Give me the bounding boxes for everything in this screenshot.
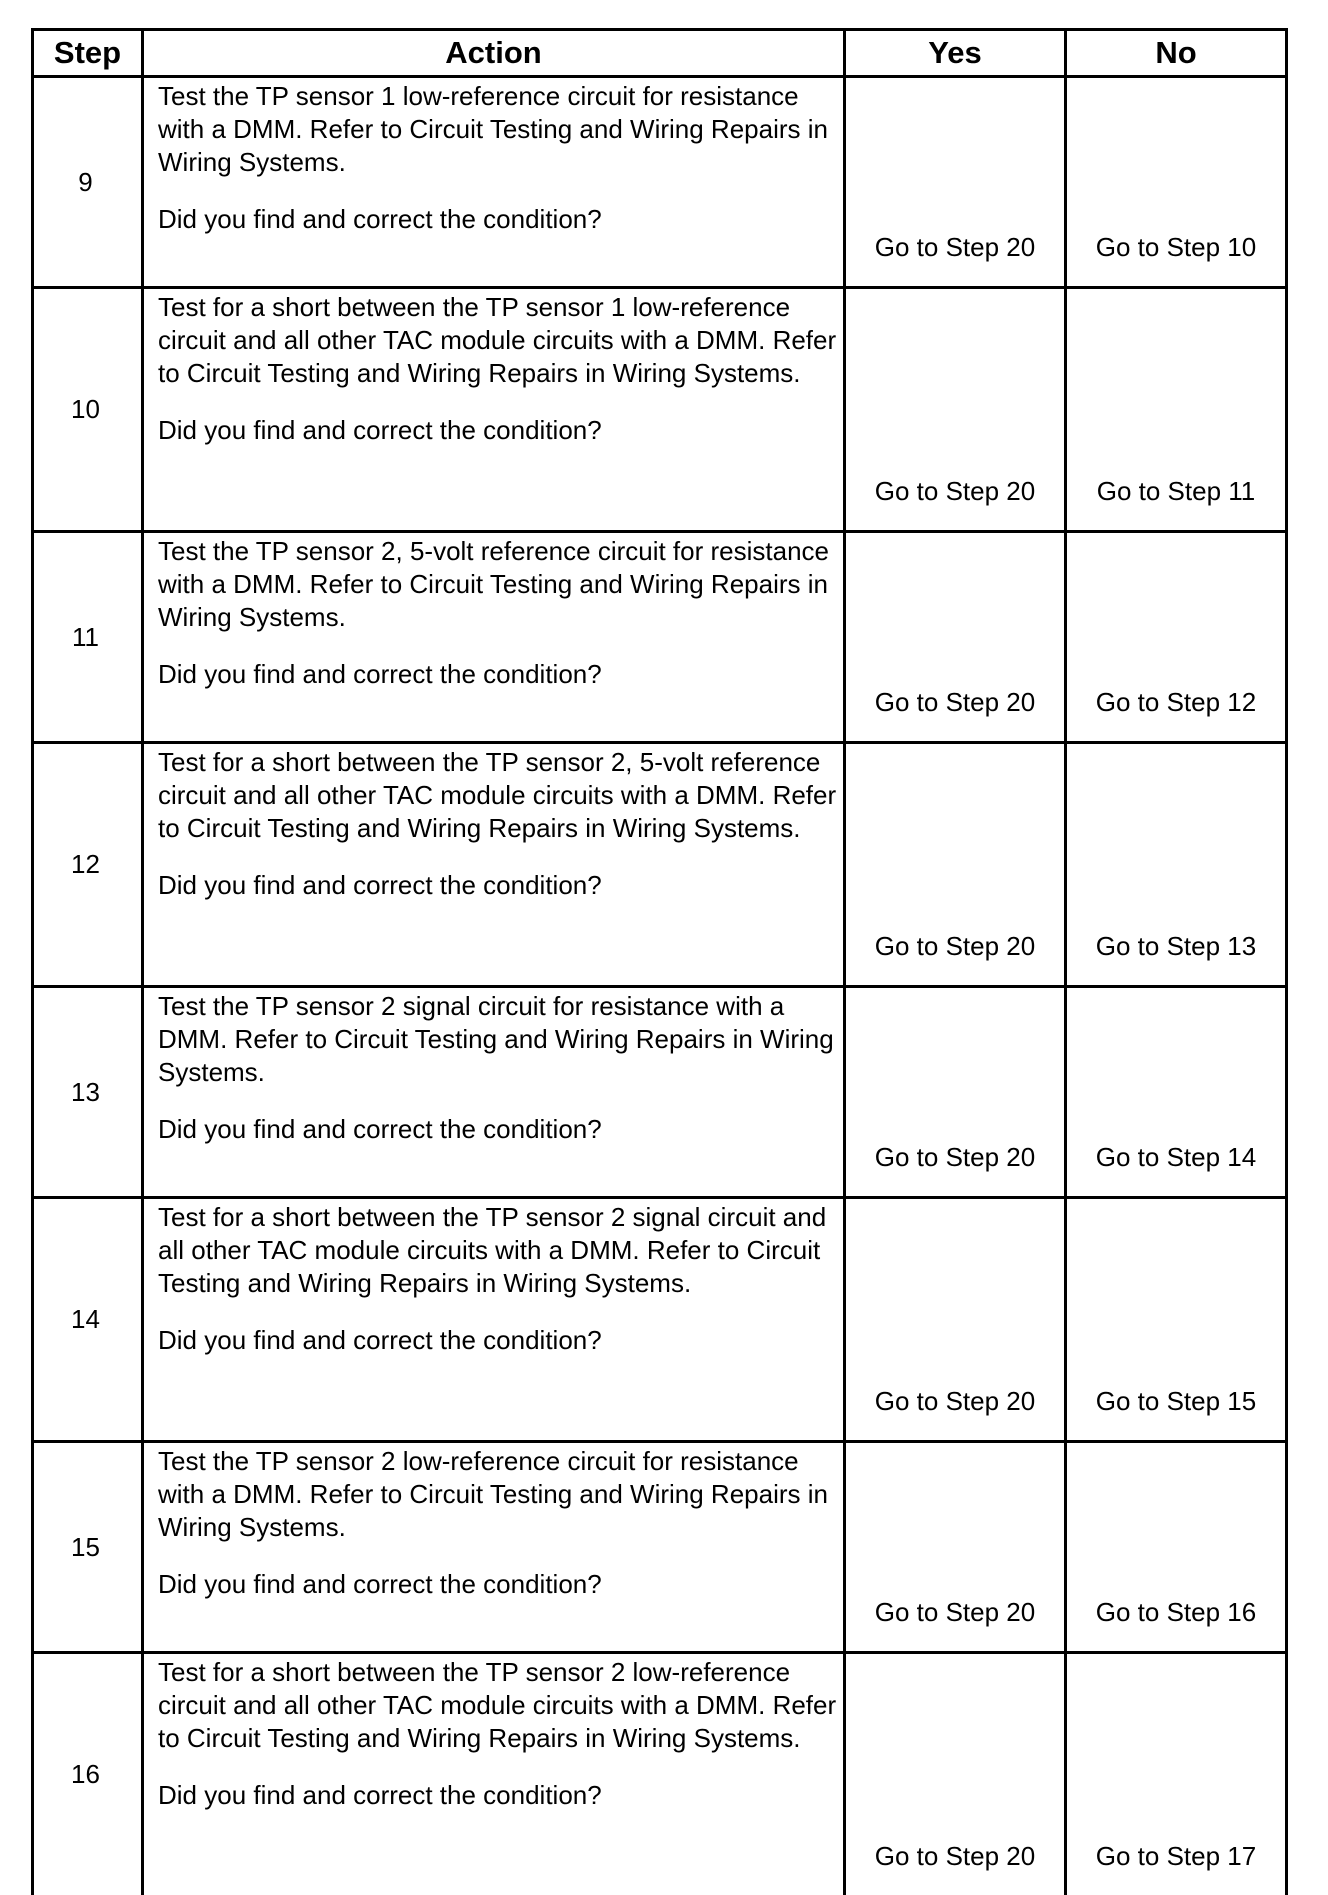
- no-result: Go to Step 14: [1066, 987, 1287, 1198]
- table-row: [33, 1198, 1287, 1442]
- action-question: Did you find and correct the condition?: [158, 869, 837, 902]
- no-result: Go to Step 17: [1066, 1653, 1287, 1895]
- action-text: Test the TP sensor 2, 5-volt reference circuit for resistance with a DMM. Refer to Circuit Testing and Wiring Repairs in Wiring Systems.: [158, 535, 837, 634]
- table-row: [33, 987, 1287, 1198]
- step-number: 14: [33, 1198, 143, 1442]
- action-text: Test the TP sensor 1 low-reference circuit for resistance with a DMM. Refer to Circuit Testing and Wiring Repairs in Wiring Systems.: [158, 80, 837, 179]
- yes-result: Go to Step 20: [845, 1198, 1066, 1442]
- table-header-row: [33, 30, 1287, 77]
- no-result: Go to Step 13: [1066, 743, 1287, 987]
- step-number: 13: [33, 987, 143, 1198]
- table-row: [33, 288, 1287, 532]
- yes-result: Go to Step 20: [845, 743, 1066, 987]
- column-header-action: Action: [143, 30, 845, 77]
- column-header-yes: Yes: [845, 30, 1066, 77]
- table-row: [33, 1653, 1287, 1895]
- yes-result: Go to Step 20: [845, 1653, 1066, 1895]
- action-question: Did you find and correct the condition?: [158, 658, 837, 691]
- step-number: 11: [33, 532, 143, 743]
- action-question: Did you find and correct the condition?: [158, 414, 837, 447]
- action-cell: [143, 77, 845, 288]
- step-number: 15: [33, 1442, 143, 1653]
- action-text: Test for a short between the TP sensor 2, 5-volt reference circuit and all other TAC module circuits with a DMM. Refer to Circuit Testing and Wiring Repairs in Wiring Systems.: [158, 746, 837, 845]
- action-cell: [143, 288, 845, 532]
- column-header-step: Step: [33, 30, 143, 77]
- action-cell: [143, 743, 845, 987]
- yes-result: Go to Step 20: [845, 1442, 1066, 1653]
- step-number: 9: [33, 77, 143, 288]
- table-row: [33, 532, 1287, 743]
- step-number: 16: [33, 1653, 143, 1895]
- step-number: 12: [33, 743, 143, 987]
- action-question: Did you find and correct the condition?: [158, 203, 837, 236]
- table-row: [33, 743, 1287, 987]
- action-question: Did you find and correct the condition?: [158, 1568, 837, 1601]
- action-text: Test the TP sensor 2 signal circuit for resistance with a DMM. Refer to Circuit Testing and Wiring Repairs in Wiring Systems.: [158, 990, 837, 1089]
- action-question: Did you find and correct the condition?: [158, 1324, 837, 1357]
- action-text: Test for a short between the TP sensor 2 signal circuit and all other TAC module circuits with a DMM. Refer to Circuit Testing and Wiring Repairs in Wiring Systems.: [158, 1201, 837, 1300]
- yes-result: Go to Step 20: [845, 288, 1066, 532]
- step-number: 10: [33, 288, 143, 532]
- diagnostic-table: [31, 28, 1288, 1895]
- action-question: Did you find and correct the condition?: [158, 1779, 837, 1812]
- action-text: Test for a short between the TP sensor 1 low-reference circuit and all other TAC module circuits with a DMM. Refer to Circuit Testing and Wiring Repairs in Wiring Systems.: [158, 291, 837, 390]
- yes-result: Go to Step 20: [845, 987, 1066, 1198]
- no-result: Go to Step 16: [1066, 1442, 1287, 1653]
- action-cell: [143, 532, 845, 743]
- action-text: Test for a short between the TP sensor 2 low-reference circuit and all other TAC module circuits with a DMM. Refer to Circuit Testing and Wiring Repairs in Wiring Systems.: [158, 1656, 837, 1755]
- action-cell: [143, 1653, 845, 1895]
- no-result: Go to Step 11: [1066, 288, 1287, 532]
- no-result: Go to Step 15: [1066, 1198, 1287, 1442]
- action-cell: [143, 987, 845, 1198]
- yes-result: Go to Step 20: [845, 532, 1066, 743]
- action-cell: [143, 1442, 845, 1653]
- action-question: Did you find and correct the condition?: [158, 1113, 837, 1146]
- no-result: Go to Step 10: [1066, 77, 1287, 288]
- table-row: [33, 77, 1287, 288]
- table-row: [33, 1442, 1287, 1653]
- no-result: Go to Step 12: [1066, 532, 1287, 743]
- column-header-no: No: [1066, 30, 1287, 77]
- yes-result: Go to Step 20: [845, 77, 1066, 288]
- action-text: Test the TP sensor 2 low-reference circuit for resistance with a DMM. Refer to Circuit Testing and Wiring Repairs in Wiring Systems.: [158, 1445, 837, 1544]
- action-cell: [143, 1198, 845, 1442]
